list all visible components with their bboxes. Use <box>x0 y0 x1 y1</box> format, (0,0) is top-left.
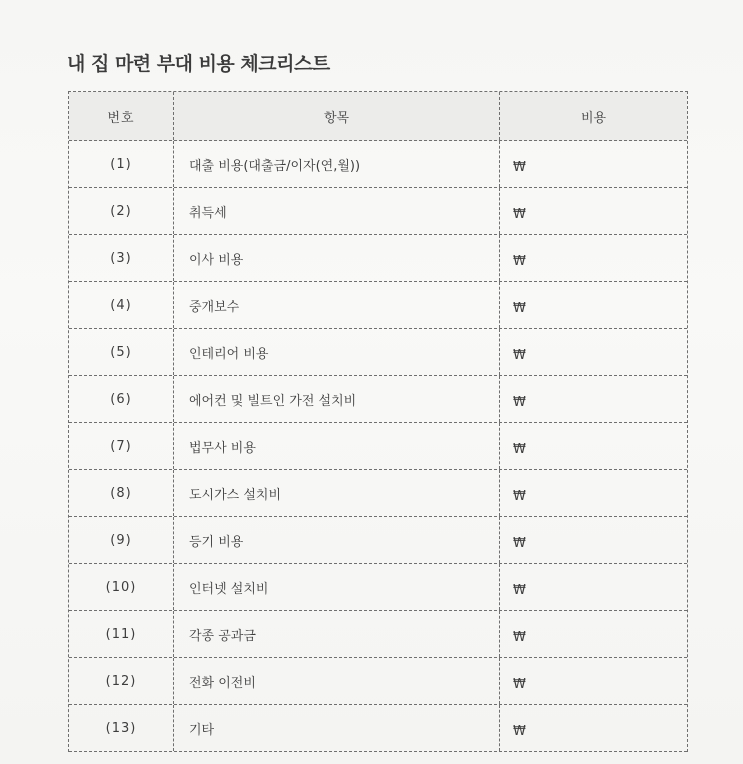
header-number: 번호 <box>69 92 174 140</box>
table-header-row <box>69 92 687 141</box>
row-cost <box>500 141 687 187</box>
row-number: (12) <box>69 658 174 704</box>
row-number: (9) <box>69 517 174 563</box>
row-cost <box>500 470 687 516</box>
row-item: 법무사 비용 <box>174 423 500 469</box>
row-item: 이사 비용 <box>174 235 500 281</box>
table-row <box>69 376 687 423</box>
won-symbol: ₩ <box>513 441 526 457</box>
won-symbol: ₩ <box>513 723 526 739</box>
row-number: (2) <box>69 188 174 234</box>
table-row <box>69 235 687 282</box>
table-row <box>69 564 687 611</box>
row-number: (6) <box>69 376 174 422</box>
row-number: (1) <box>69 141 174 187</box>
row-number: (3) <box>69 235 174 281</box>
row-number: (4) <box>69 282 174 328</box>
row-number: (8) <box>69 470 174 516</box>
row-item: 중개보수 <box>174 282 500 328</box>
row-item: 인테리어 비용 <box>174 329 500 375</box>
table-row <box>69 611 687 658</box>
row-cost <box>500 611 687 657</box>
row-item: 등기 비용 <box>174 517 500 563</box>
row-item: 전화 이전비 <box>174 658 500 704</box>
row-item: 에어컨 및 빌트인 가전 설치비 <box>174 376 500 422</box>
table-row <box>69 141 687 188</box>
won-symbol: ₩ <box>513 300 526 316</box>
row-cost <box>500 329 687 375</box>
row-cost <box>500 517 687 563</box>
table-row <box>69 282 687 329</box>
table-row <box>69 705 687 752</box>
row-number: (10) <box>69 564 174 610</box>
row-cost <box>500 658 687 704</box>
header-cost: 비용 <box>580 110 607 126</box>
row-cost <box>500 564 687 610</box>
won-symbol: ₩ <box>513 394 526 410</box>
row-number: (11) <box>69 611 174 657</box>
row-item: 기타 <box>174 705 500 751</box>
table-row <box>69 329 687 376</box>
row-number: (7) <box>69 423 174 469</box>
won-symbol: ₩ <box>513 206 526 222</box>
table-row <box>69 470 687 517</box>
row-cost <box>500 376 687 422</box>
page-title: 내 집 마련 부대 비용 체크리스트 <box>67 53 330 75</box>
row-item: 각종 공과금 <box>174 611 500 657</box>
table-row <box>69 658 687 705</box>
header-item: 항목 <box>174 92 500 140</box>
won-symbol: ₩ <box>513 629 526 645</box>
won-symbol: ₩ <box>513 535 526 551</box>
won-symbol: ₩ <box>513 676 526 692</box>
won-symbol: ₩ <box>513 488 526 504</box>
won-symbol: ₩ <box>513 159 526 175</box>
row-cost <box>500 282 687 328</box>
table-row <box>69 517 687 564</box>
table-row <box>69 423 687 470</box>
won-symbol: ₩ <box>513 253 526 269</box>
row-number: (5) <box>69 329 174 375</box>
row-item: 취득세 <box>174 188 500 234</box>
row-item: 도시가스 설치비 <box>174 470 500 516</box>
checklist-table <box>68 91 688 752</box>
row-cost <box>500 235 687 281</box>
row-cost <box>500 423 687 469</box>
won-symbol: ₩ <box>513 582 526 598</box>
row-number: (13) <box>69 705 174 751</box>
row-cost <box>500 188 687 234</box>
row-cost <box>500 705 687 751</box>
row-item: 인터넷 설치비 <box>174 564 500 610</box>
row-item: 대출 비용(대출금/이자(연,월)) <box>174 141 500 187</box>
table-row <box>69 188 687 235</box>
won-symbol: ₩ <box>513 347 526 363</box>
